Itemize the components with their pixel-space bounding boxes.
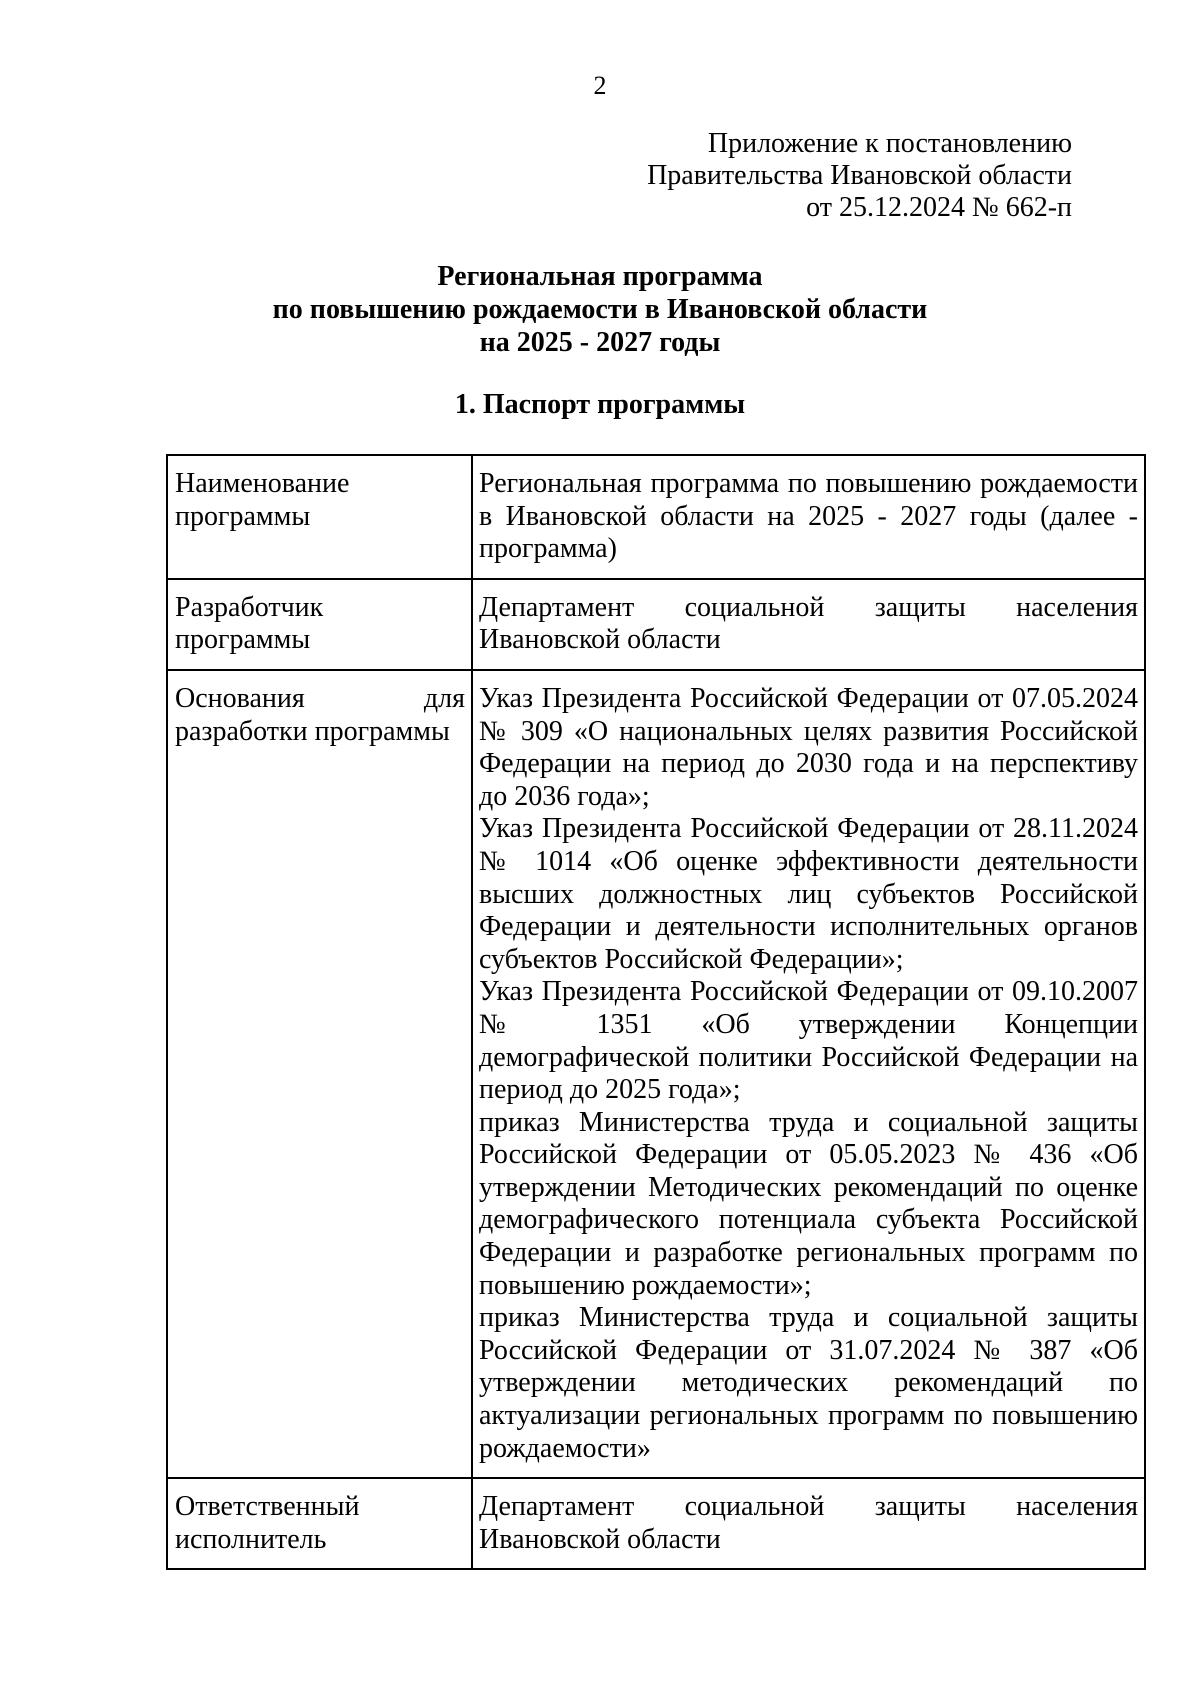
value-paragraph: Указ Президента Российской Федерации от 28.11.2024 № 1014 «Об оценке эффективности деятельности высших должностных лиц субъектов Российской Федерации и деятельности исполнительных органов субъектов Российской Федерации»; bbox=[479, 813, 1138, 975]
value-paragraph: приказ Министерства труда и социальной защиты Российской Федерации от 05.05.2023 № 436 «Об утверждении Методических рекомендаций по оценке демографического потенциала субъекта Российской Федерации и разработке региональных программ по повышению рождаемости»; bbox=[479, 1106, 1138, 1301]
value-paragraph: Региональная программа по повышению рождаемости в Ивановской области на 2025 - 2027 годы (далее - программа) bbox=[479, 468, 1138, 565]
row-label: Основания для разработки программы bbox=[167, 670, 472, 1478]
row-label: Наименование программы bbox=[167, 455, 472, 579]
row-value bbox=[472, 1478, 1145, 1569]
row-label: Ответственный исполнитель bbox=[167, 1478, 472, 1569]
value-paragraph: приказ Министерства труда и социальной защиты Российской Федерации от 31.07.2024 № 387 «Об утверждении методических рекомендаций по актуализации региональных программ по повышению рождаемости» bbox=[479, 1302, 1138, 1464]
row-value bbox=[472, 579, 1145, 670]
table-row bbox=[167, 1478, 1145, 1569]
section-heading: 1. Паспорт программы bbox=[454, 389, 746, 420]
title-line-3: на 2025 - 2027 годы bbox=[479, 327, 721, 358]
value-paragraph: Департамент социальной защиты населения Ивановской области bbox=[479, 591, 1138, 656]
title-line-1: Региональная программа bbox=[437, 261, 763, 292]
table-row bbox=[167, 579, 1145, 670]
value-paragraph: Указ Президента Российской Федерации от 09.10.2007 № 1351 «Об утверждении Концепции демографической политики Российской Федерации на период до 2025 года»; bbox=[479, 976, 1138, 1106]
row-value bbox=[472, 670, 1145, 1478]
table-row bbox=[167, 670, 1145, 1478]
document-title bbox=[0, 260, 1200, 359]
row-label: Разработчик программы bbox=[167, 579, 472, 670]
page-number: 2 bbox=[593, 71, 607, 100]
attachment-note bbox=[647, 128, 1072, 224]
row-value bbox=[472, 455, 1145, 579]
passport-table bbox=[166, 454, 1146, 1570]
value-paragraph: Указ Президента Российской Федерации от 07.05.2024 № 309 «О национальных целях развития Российской Федерации на период до 2030 года и на перспективу до 2036 года»; bbox=[479, 682, 1138, 812]
value-paragraph: Департамент социальной защиты населения Ивановской области bbox=[479, 1491, 1138, 1555]
table-row bbox=[167, 455, 1145, 579]
attachment-line-1: Приложение к постановлению bbox=[707, 128, 1072, 159]
attachment-line-2: Правительства Ивановской области bbox=[647, 160, 1072, 191]
title-line-2: по повышению рождаемости в Ивановской области bbox=[272, 294, 928, 325]
attachment-line-3: от 25.12.2024 № 662-п bbox=[806, 192, 1072, 223]
